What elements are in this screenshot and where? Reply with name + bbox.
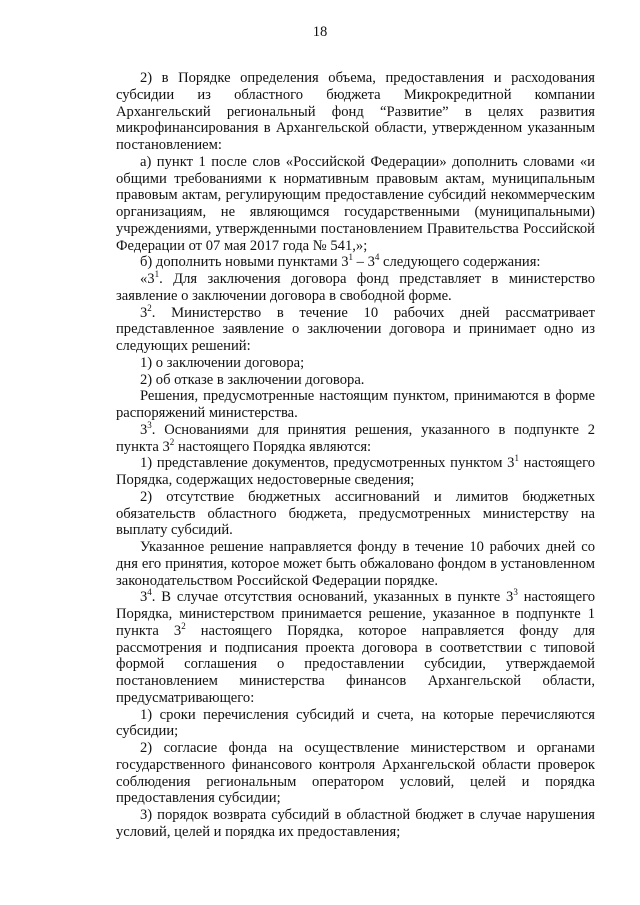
page-number: 18 [312, 24, 328, 40]
document-body [116, 70, 595, 841]
paragraph-ground-2: 2) отсутствие бюджетных ассигнований и лимитов бюджетных обязательств областного бюджета, предусмотренных министерству на выплату субсидий. [116, 488, 595, 539]
paragraph-provision-2: 2) согласие фонда на осуществление министерством и органами государственного финансового контроля Архангельской области проверок соблюдения региональным оператором условий, целей и порядка предоставления субсидии; [116, 740, 595, 807]
paragraph-point-3-4: $3^4$. В случае отсутствия оснований, указанных в пункте $3^3$ настоящего Порядка, министерством принимается решение, указанное в подпункте 1 пункта $3^2$ настоящего Порядка, которое направляется фонду для рассмотрения и подписания проекта договора в соответствии с типовой формой соглашения о предоставлении субсидии, утверждаемой постановлением министерства финансов Архангельской области, предусматривающего: [116, 587, 596, 706]
paragraph-ground-1: 1) представление документов, предусмотренных пунктом $3^1$ настоящего Порядка, содержащих недостоверные сведения; [116, 453, 595, 488]
paragraph-point-3-2: $3^2$. Министерство в течение 10 рабочих дней рассматривает представленное заявление о заключении договора и принимает одно из следующих решений: [116, 302, 595, 354]
paragraph-decision-2: 2) об отказе в заключении договора. [140, 371, 365, 388]
paragraph-decision-notice: Указанное решение направляется фонду в течение 10 рабочих дней со дня его принятия, которое может быть обжаловано фондом в установленном законодательством Российской Федерации порядке. [116, 539, 595, 589]
paragraph-decisions-form: Решения, предусмотренные настоящим пунктом, принимаются в форме распоряжений министерства. [116, 388, 595, 421]
paragraph-point-3-3: $3^3$. Основаниями для принятия решения, указанного в подпункте 2 пункта $3^2$ настоящего Порядка являются: [116, 419, 595, 455]
paragraph-decision-1: 1) о заключении договора; [140, 354, 305, 371]
paragraph-provision-3: 3) порядок возврата субсидий в областной бюджет в случае нарушения условий, целей и порядка их предоставления; [116, 807, 595, 840]
paragraph-subitem-b: б) дополнить новыми пунктами $3^1 - 3^4$ следующего содержания: [140, 252, 541, 271]
paragraph-item-2: 2) в Порядке определения объема, предоставления и расходования субсидии из областного бюджета Микрокредитной компании Архангельский региональный фонд “Развитие” в целях развития микрофинансирования в Архангельской области, утвержденном указанным постановлением: [116, 70, 595, 153]
paragraph-subitem-a: а) пункт 1 после слов «Российской Федерации» дополнить словами «и общими требованиями к нормативным правовым актам, муниципальным правовым актам, регулирующим предоставление субсидий некоммерческим организациям, не являющимся государственными (муниципальными) учреждениями, утвержденными постановлением Правительства Российской Федерации от 07 мая 2017 года № 541,»; [116, 153, 595, 254]
paragraph-provision-1: 1) сроки перечисления субсидий и счета, на которые перечисляются субсидии; [116, 706, 595, 740]
paragraph-point-3-1: «$3^1$. Для заключения договора фонд представляет в министерство заявление о заключении договора в свободной форме. [116, 269, 595, 304]
